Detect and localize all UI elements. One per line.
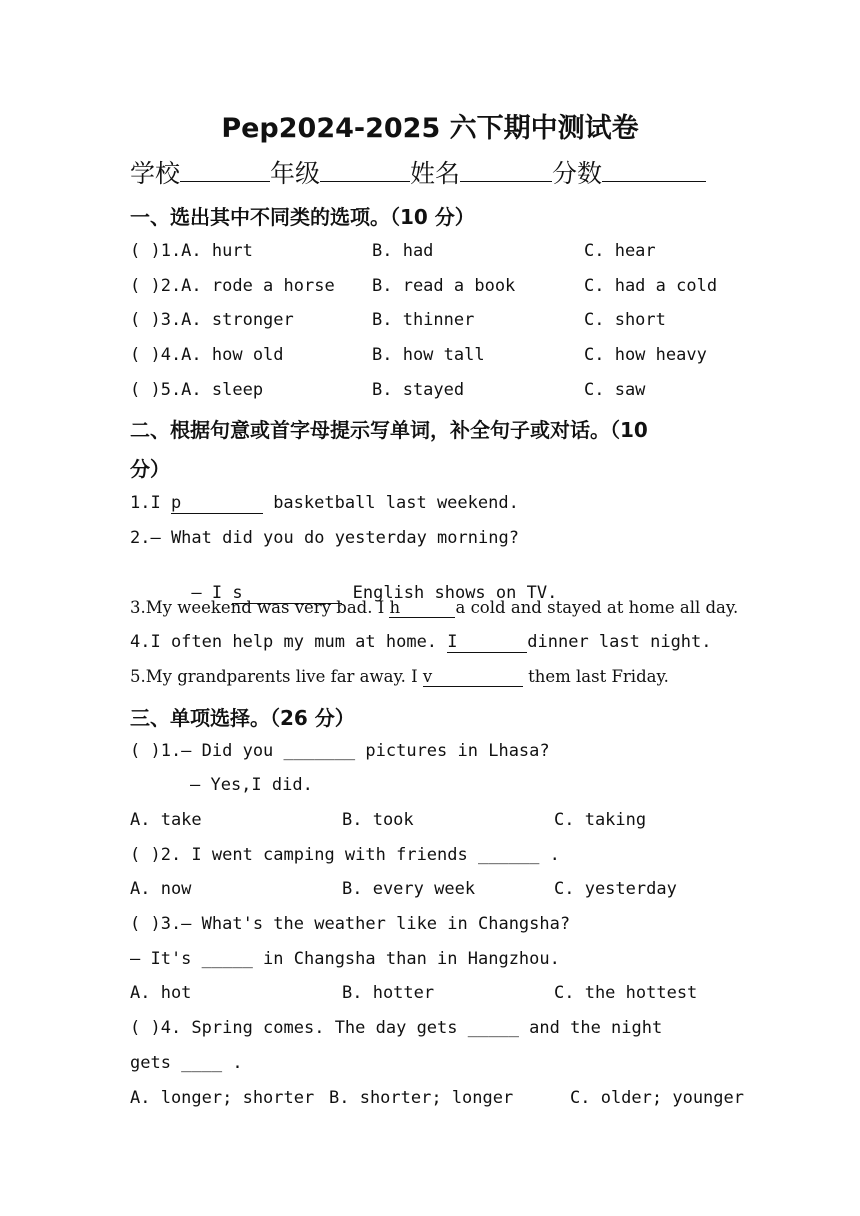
option-b: B. stayed bbox=[372, 380, 465, 400]
mc2-option-a[interactable]: A. now bbox=[130, 879, 192, 899]
name-blank[interactable] bbox=[460, 157, 552, 182]
mc2-option-b[interactable]: B. every week bbox=[342, 879, 476, 899]
section3-heading: 三、单项选择。（26 分） bbox=[130, 706, 355, 730]
option-c: C. hear bbox=[584, 241, 656, 261]
fill-line-2: 2.— What did you do yesterday morning? bbox=[130, 528, 519, 548]
answer-blank[interactable]: p bbox=[171, 493, 263, 514]
answer-blank[interactable]: I bbox=[447, 632, 527, 653]
text: them last Friday. bbox=[522, 667, 669, 686]
mc-question-4-cont: gets ____ . bbox=[130, 1053, 243, 1073]
answer-blank[interactable]: h bbox=[389, 598, 455, 618]
fill-line-6 bbox=[130, 667, 669, 687]
grade-blank[interactable] bbox=[320, 157, 410, 182]
answer-blank[interactable]: v bbox=[423, 667, 523, 687]
option-c: C. short bbox=[584, 310, 666, 330]
option-c: C. had a cold bbox=[584, 276, 718, 296]
mc-question-1-reply: — Yes,I did. bbox=[190, 775, 313, 795]
mc3-option-b[interactable]: B. hotter bbox=[342, 983, 435, 1003]
text: 5.My grandparents live far away. I bbox=[130, 667, 423, 686]
text: — I bbox=[170, 583, 233, 603]
student-info-row bbox=[130, 154, 706, 190]
option-b: B. read a book bbox=[372, 276, 516, 296]
mc4-option-c[interactable]: C. older; younger bbox=[570, 1088, 744, 1108]
mc3-option-c[interactable]: C. the hottest bbox=[554, 983, 698, 1003]
section2-heading: 二、根据句意或首字母提示写单词，补全句子或对话。（10 bbox=[130, 418, 648, 442]
mc-question-2: ( )2. I went camping with friends ______ . bbox=[130, 845, 560, 865]
mc-question-3-reply: — It's _____ in Changsha than in Hangzhou. bbox=[130, 949, 560, 969]
mc2-option-c[interactable]: C. yesterday bbox=[554, 879, 677, 899]
fill-line-4 bbox=[130, 598, 738, 618]
question-with-option-a: ( )1.A. hurt bbox=[130, 241, 253, 261]
text: 3.My weekend was very bad. I bbox=[130, 598, 390, 617]
section2-heading-cont: 分） bbox=[130, 457, 170, 481]
section1-heading: 一、选出其中不同类的选项。（10 分） bbox=[130, 205, 475, 229]
text: a cold and stayed at home all day. bbox=[455, 598, 739, 617]
mc-question-1: ( )1.— Did you _______ pictures in Lhasa? bbox=[130, 741, 550, 761]
page-title: Pep2024-2025 六下期中测试卷 bbox=[221, 113, 639, 144]
option-b: B. how tall bbox=[372, 345, 485, 365]
fill-line-5 bbox=[130, 632, 712, 653]
school-label: 学校 bbox=[130, 159, 181, 188]
fill-line-1 bbox=[130, 493, 519, 514]
answer-blank[interactable]: s bbox=[232, 583, 342, 604]
text: 1.I bbox=[130, 493, 171, 513]
score-blank[interactable] bbox=[602, 157, 706, 182]
mc3-option-a[interactable]: A. hot bbox=[130, 983, 192, 1003]
question-with-option-a: ( )4.A. how old bbox=[130, 345, 284, 365]
grade-label: 年级 bbox=[270, 159, 321, 188]
question-with-option-a: ( )5.A. sleep bbox=[130, 380, 264, 400]
school-blank[interactable] bbox=[180, 157, 270, 182]
text: 4.I often help my mum at home. bbox=[130, 632, 448, 652]
name-label: 姓名 bbox=[410, 159, 461, 188]
text: English shows on TV. bbox=[342, 583, 558, 603]
mc4-option-a[interactable]: A. longer; shorter bbox=[130, 1088, 315, 1108]
question-with-option-a: ( )2.A. rode a horse bbox=[130, 276, 335, 296]
option-b: B. had bbox=[372, 241, 434, 261]
mc1-option-a[interactable]: A. take bbox=[130, 810, 202, 830]
option-c: C. how heavy bbox=[584, 345, 707, 365]
mc-question-4: ( )4. Spring comes. The day gets _____ and the night bbox=[130, 1018, 663, 1038]
text: dinner last night. bbox=[527, 632, 712, 652]
text: basketball last weekend. bbox=[262, 493, 519, 513]
mc-question-3: ( )3.— What's the weather like in Changsha? bbox=[130, 914, 571, 934]
mc1-option-c[interactable]: C. taking bbox=[554, 810, 647, 830]
option-b: B. thinner bbox=[372, 310, 475, 330]
score-label: 分数 bbox=[552, 159, 603, 188]
option-c: C. saw bbox=[584, 380, 646, 400]
mc4-option-b[interactable]: B. shorter; longer bbox=[329, 1088, 514, 1108]
mc1-option-b[interactable]: B. took bbox=[342, 810, 414, 830]
question-with-option-a: ( )3.A. stronger bbox=[130, 310, 294, 330]
